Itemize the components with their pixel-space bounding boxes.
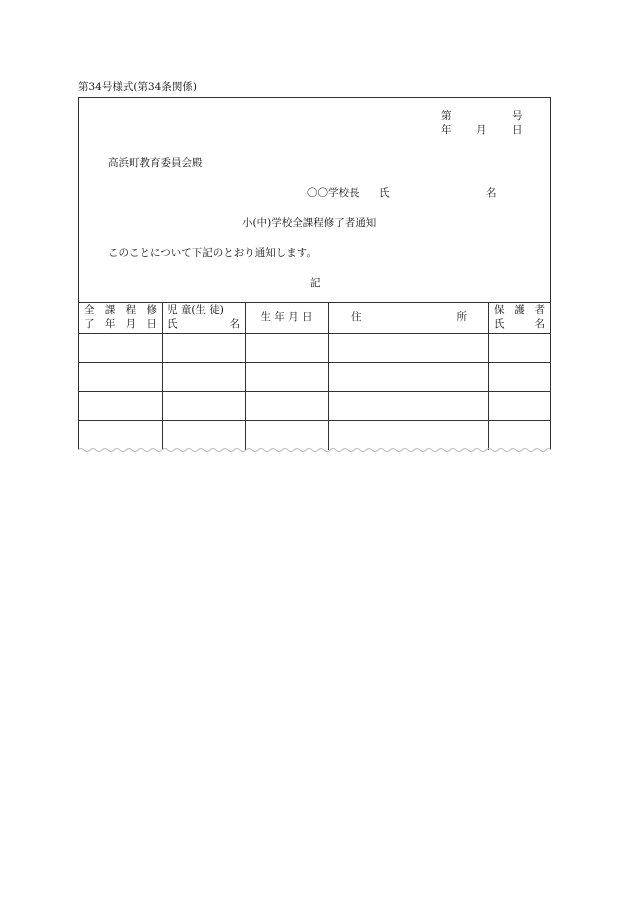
header-student-line2: 氏 名: [167, 318, 240, 330]
header-completion-date-line1: 全 課 程 修: [84, 304, 157, 316]
name-prefix: 氏: [379, 187, 390, 199]
form-label: 第34号様式(第34条関係): [78, 81, 197, 93]
date-year: 年: [441, 124, 452, 136]
name-suffix: 名: [486, 187, 497, 199]
number-suffix: 号: [512, 110, 523, 122]
header-student-line1: 児 童(生 徒): [167, 304, 224, 316]
header-birth-date: 生 年 月 日: [260, 311, 313, 323]
table-row: [78, 333, 551, 362]
body-text: このことについて下記のとおり通知します。: [108, 247, 317, 259]
cut-line: [78, 446, 551, 454]
table-row: [78, 391, 551, 420]
table-top-line: [78, 302, 551, 303]
header-guardian-line2: 氏 名: [494, 318, 545, 330]
table-row: [78, 362, 551, 391]
date-month: 月: [476, 124, 487, 136]
addressee: 高浜町教育委員会殿: [108, 157, 203, 169]
header-guardian-line1: 保 護 者: [494, 304, 545, 316]
number-prefix: 第: [441, 110, 452, 122]
date-day: 日: [512, 124, 523, 136]
ki-label: 記: [310, 277, 321, 289]
header-address: 住 所: [351, 311, 467, 323]
header-completion-date-line2: 了 年 月 日: [84, 318, 157, 330]
document-title: 小(中)学校全課程修了者通知: [242, 217, 377, 229]
school-head: 〇〇学校長: [307, 187, 360, 199]
